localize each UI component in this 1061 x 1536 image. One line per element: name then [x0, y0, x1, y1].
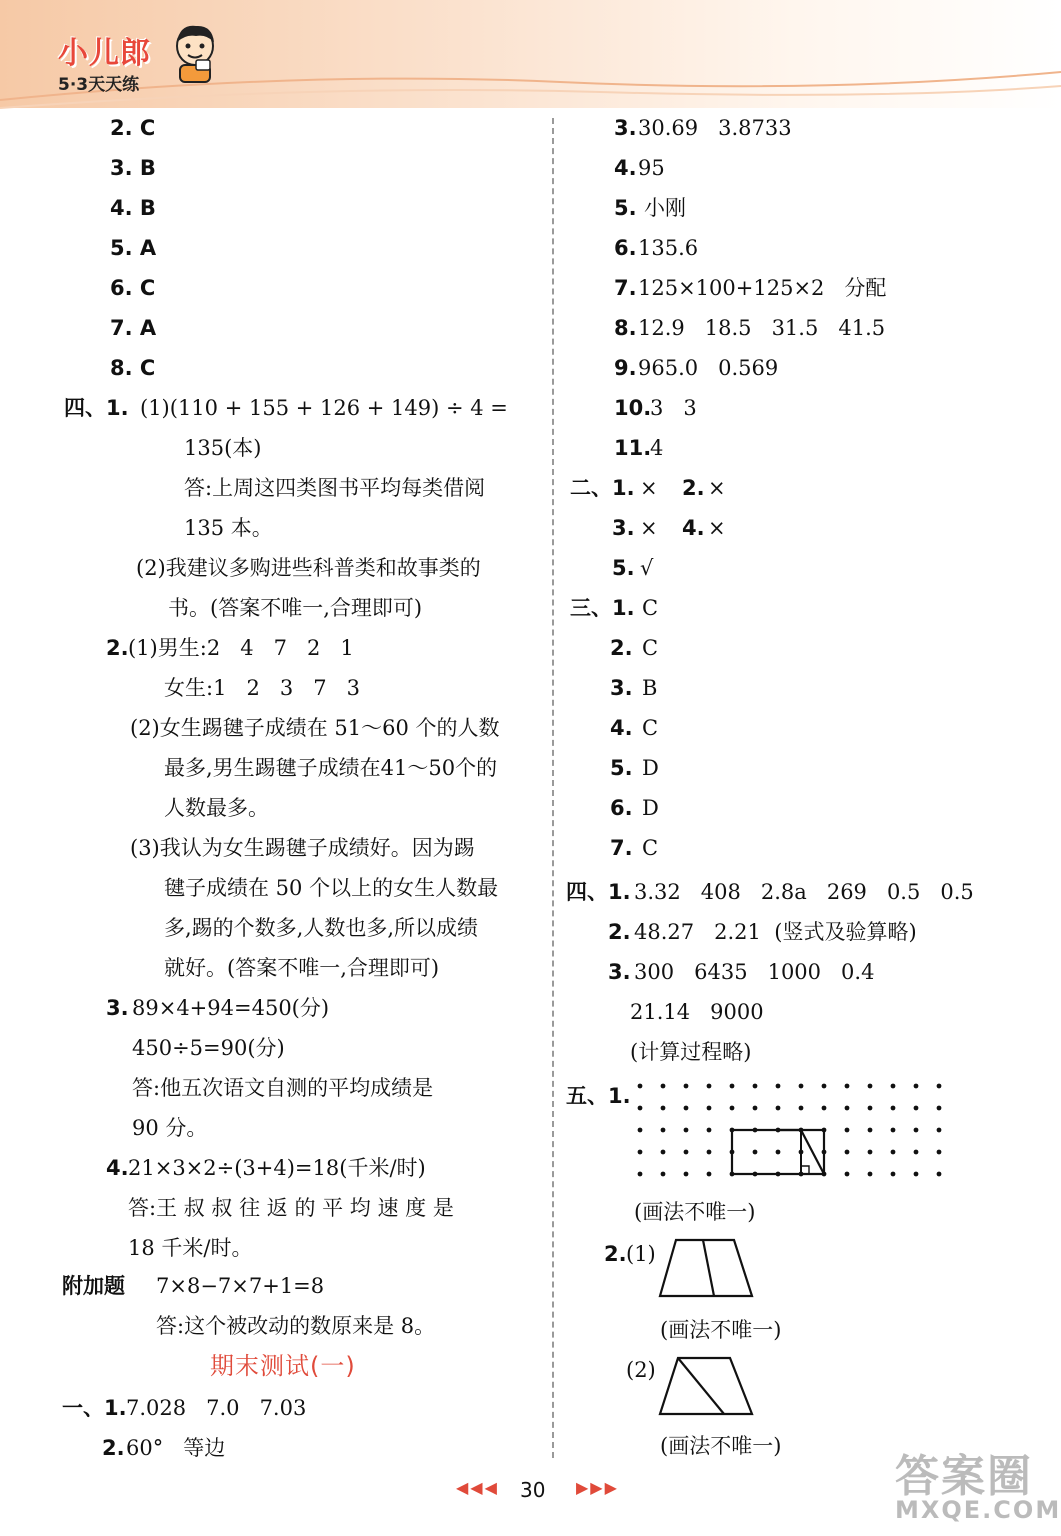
answer-line: D: [642, 756, 659, 780]
bonus-question-label: 附加题: [62, 1274, 125, 1298]
answer-line: 4. B: [110, 196, 156, 220]
answer-line: (计算过程略): [630, 1040, 752, 1064]
answer-line: 毽子成绩在 50 个以上的女生人数最: [164, 876, 499, 900]
brand-logo: [58, 28, 151, 95]
answer-line: 12.9 18.5 31.5 41.5: [638, 316, 886, 340]
answer-line: (画法不唯一): [660, 1318, 782, 1342]
answer-line: 125×100+125×2 分配: [638, 276, 887, 300]
answer-line: 2. C: [110, 116, 156, 140]
answer-line: 135.6: [638, 236, 699, 260]
answer-line: 135(本): [184, 436, 262, 460]
answer-line: 7×8−7×7+1=8: [156, 1274, 325, 1298]
answer-line: 就好。(答案不唯一,合理即可): [164, 956, 440, 980]
answer-line: B: [642, 676, 658, 700]
question-number: 四、1.: [64, 396, 129, 420]
answer-line: (画法不唯一): [660, 1434, 782, 1458]
answer-line: 书。(答案不唯一,合理即可): [168, 596, 423, 620]
answer-line: 135 本。: [184, 516, 273, 540]
answer-line: 21.14 9000: [630, 1000, 764, 1024]
answer-line: 7.028 7.0 7.03: [126, 1396, 307, 1420]
answer-line: 90 分。: [132, 1116, 208, 1140]
question-number: 2.: [102, 1436, 125, 1460]
answer-line: 48.27 2.21 (竖式及验算略): [634, 920, 917, 944]
answer-line: 7. A: [110, 316, 157, 340]
answer-line: 多,踢的个数多,人数也多,所以成绩: [164, 916, 479, 940]
answer-line: 8. C: [110, 356, 156, 380]
trapezoid-drawing-2: [658, 1356, 754, 1418]
answer-line: 答:他五次语文自测的平均成绩是: [132, 1076, 434, 1100]
answer-line: (画法不唯一): [634, 1200, 756, 1224]
answer-line: C: [642, 716, 659, 740]
answer-line: 答:上周这四类图书平均每类借阅: [184, 476, 486, 500]
watermark: [895, 1440, 1061, 1524]
question-number: 四、1.: [566, 880, 631, 904]
answer-line: ×: [640, 516, 658, 540]
question-number: 5.: [610, 756, 633, 780]
answer-line: (2): [626, 1358, 656, 1382]
answer-line: 最多,男生踢毽子成绩在41～50个的: [164, 756, 498, 780]
question-number: 3.: [612, 516, 635, 540]
question-number: 3.: [614, 116, 637, 140]
answer-line: 60° 等边: [126, 1436, 226, 1460]
answer-line: 女生:1 2 3 7 3: [164, 676, 360, 700]
answer-line: C: [642, 596, 659, 620]
question-number: 8.: [614, 316, 637, 340]
question-number: 3.: [106, 996, 129, 1020]
answer-line: 965.0 0.569: [638, 356, 779, 380]
answer-line: 5. A: [110, 236, 157, 260]
question-number: 4.: [610, 716, 633, 740]
answer-line: D: [642, 796, 659, 820]
question-number: 五、1.: [566, 1084, 631, 1108]
watermark-text: 答案圈: [895, 1451, 1033, 1502]
answer-line: 18 千米/时。: [128, 1236, 253, 1260]
answer-line: 30.69 3.8733: [638, 116, 792, 140]
question-number: 4.: [614, 156, 637, 180]
answer-line: C: [642, 836, 659, 860]
answer-line: 答:王 叔 叔 往 返 的 平 均 速 度 是: [128, 1196, 454, 1220]
question-number: 二、1.: [570, 476, 635, 500]
answer-line: (2)我建议多购进些科普类和故事类的: [136, 556, 481, 580]
answer-line: (1): [626, 1242, 656, 1266]
page-number: 30: [520, 1478, 546, 1502]
question-number: 7.: [614, 276, 637, 300]
question-number: 2.: [106, 636, 129, 660]
question-number: 3.: [610, 676, 633, 700]
question-number: 一、1.: [62, 1396, 127, 1420]
answer-line: 6. C: [110, 276, 156, 300]
header-curve: [0, 60, 1061, 120]
answer-line: 3.32 408 2.8a 269 0.5 0.5: [634, 880, 974, 904]
answer-line: 小刚: [644, 196, 686, 220]
answer-line: ×: [708, 476, 726, 500]
logo-main-text: 小儿郎: [58, 36, 151, 71]
question-number: 2.: [608, 920, 631, 944]
next-arrows-icon: ▶▶▶: [576, 1478, 619, 1497]
answer-line: ×: [708, 516, 726, 540]
logo-sub-text: 5·3天天练: [58, 75, 140, 95]
question-number: 4.: [106, 1156, 129, 1180]
answer-line: 4: [650, 436, 664, 460]
question-number: 10.: [614, 396, 652, 420]
question-number: 11.: [614, 436, 652, 460]
answer-line: √: [640, 556, 654, 580]
answer-line: 89×4+94=450(分): [132, 996, 330, 1020]
question-number: 6.: [610, 796, 633, 820]
answer-line: ×: [640, 476, 658, 500]
answer-line: 300 6435 1000 0.4: [634, 960, 875, 984]
question-number: 三、1.: [570, 596, 635, 620]
answer-line: (3)我认为女生踢毽子成绩好。因为踢: [130, 836, 475, 860]
dot-grid-trapezoid-drawing: [636, 1082, 946, 1178]
question-number: 5.: [612, 556, 635, 580]
answer-line: 95: [638, 156, 665, 180]
question-number: 2.: [682, 476, 705, 500]
answer-line: 答:这个被改动的数原来是 8。: [156, 1314, 436, 1338]
answer-line: (1)男生:2 4 7 2 1: [128, 636, 354, 660]
answer-line: 21×3×2÷(3+4)=18(千米/时): [128, 1156, 426, 1180]
question-number: 4.: [682, 516, 705, 540]
answer-line: C: [642, 636, 659, 660]
trapezoid-drawing-1: [658, 1238, 754, 1300]
question-number: 9.: [614, 356, 637, 380]
watermark-url: MXQE.COM: [895, 1496, 1061, 1524]
question-number: 6.: [614, 236, 637, 260]
question-number: 7.: [610, 836, 633, 860]
question-number: 5.: [614, 196, 637, 220]
answer-line: 3 3: [650, 396, 697, 420]
answer-line: (1)(110 + 155 + 126 + 149) ÷ 4 =: [140, 396, 508, 420]
answer-line: 450÷5=90(分): [132, 1036, 285, 1060]
column-divider: [552, 118, 554, 1458]
question-number: 2.: [610, 636, 633, 660]
answer-line: (2)女生踢毽子成绩在 51～60 个的人数: [130, 716, 500, 740]
answer-line: 3. B: [110, 156, 156, 180]
mascot-boy-icon: [166, 22, 224, 84]
answer-line: 人数最多。: [164, 796, 269, 820]
question-number: 2.: [604, 1242, 627, 1266]
section-title: 期末测试(一): [210, 1352, 356, 1380]
prev-arrows-icon: ◀◀◀: [456, 1478, 499, 1497]
question-number: 3.: [608, 960, 631, 984]
